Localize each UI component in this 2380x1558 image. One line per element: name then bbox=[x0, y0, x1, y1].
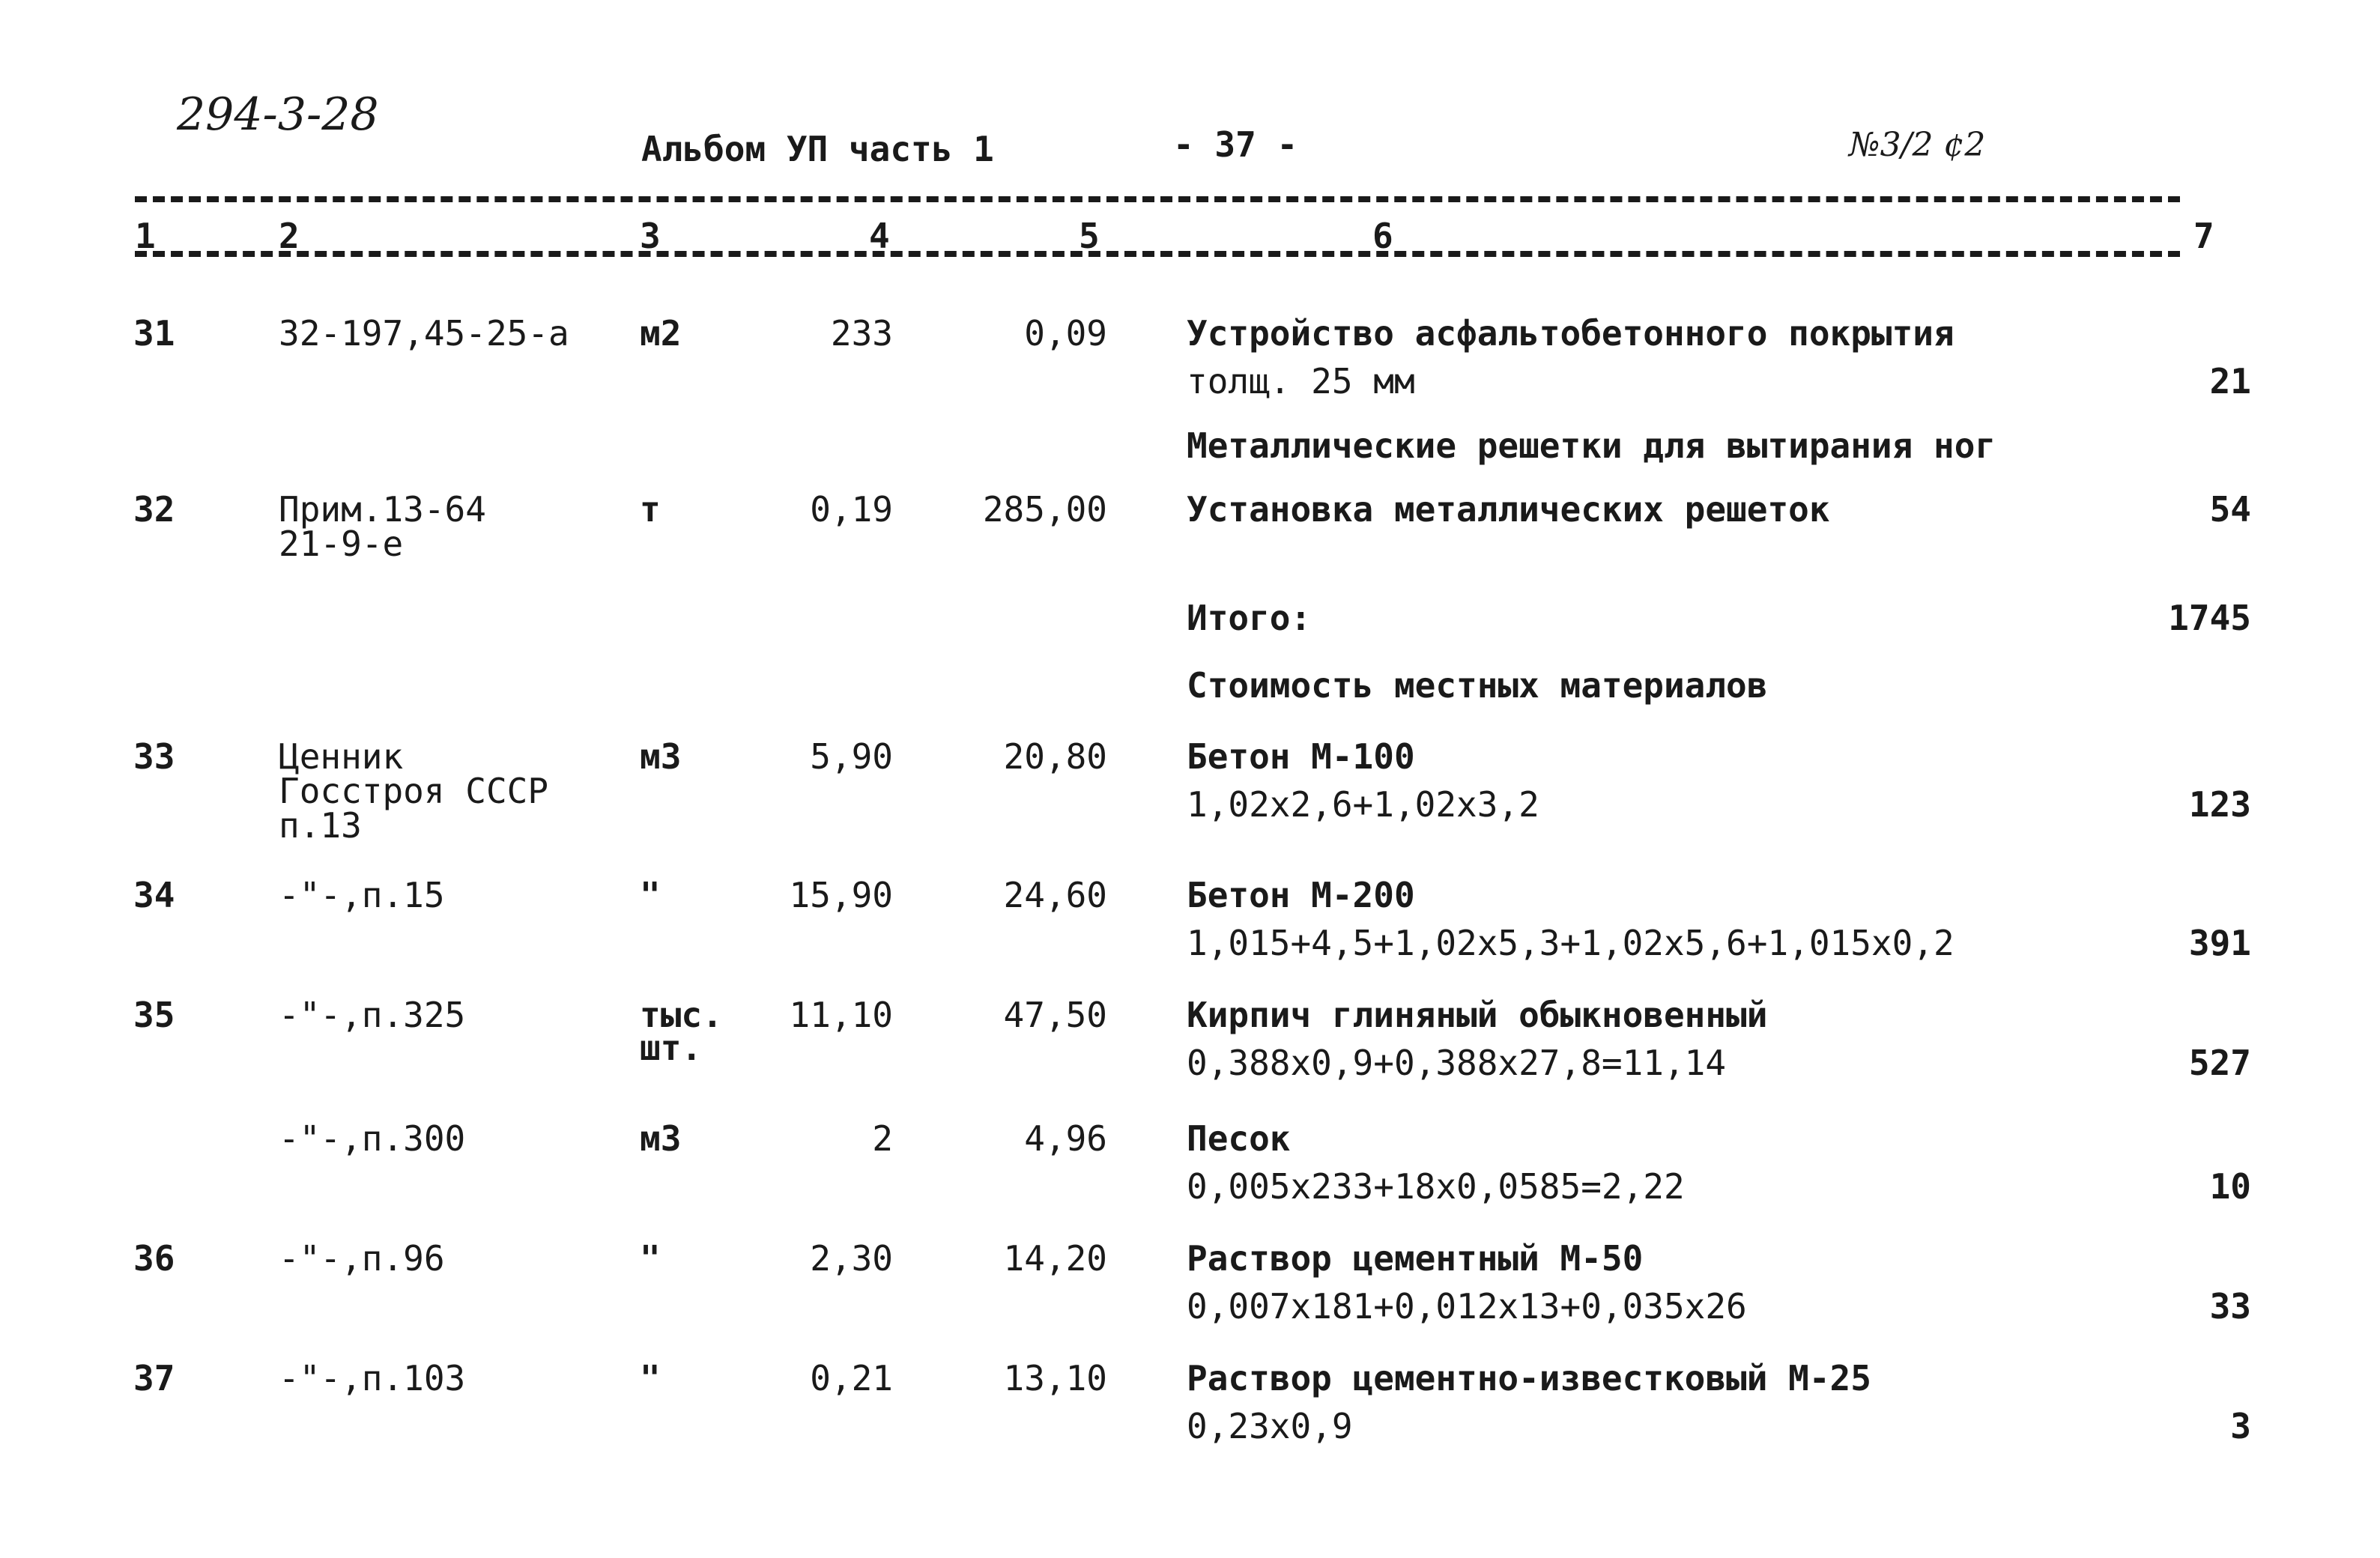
header-dashed-line-top bbox=[135, 196, 2180, 202]
calculation-formula: 0,388х0,9+0,388х27,8=11,14 bbox=[1187, 1043, 1727, 1083]
calculation-formula: толщ. 25 мм bbox=[1187, 361, 1415, 401]
quantity: 15,90 bbox=[789, 875, 893, 915]
item-description: Бетон М-200 bbox=[1187, 875, 1415, 915]
item-description: Устройство асфальтобетонного покрытия bbox=[1187, 313, 1954, 354]
item-reference: -"-,п.103 bbox=[279, 1358, 466, 1398]
unit: " bbox=[640, 1358, 661, 1398]
unit: м2 bbox=[640, 313, 682, 354]
quantity: 2 bbox=[872, 1118, 893, 1159]
unit: тыс. bbox=[640, 995, 723, 1035]
calculation-formula: 0,007х181+0,012х13+0,035х26 bbox=[1187, 1286, 1747, 1327]
item-reference: 21-9-е bbox=[279, 524, 404, 564]
column-number-5: 5 bbox=[1079, 216, 1100, 256]
column-number-1: 1 bbox=[135, 216, 156, 256]
item-reference: -"-,п.15 bbox=[279, 875, 445, 915]
unit: м3 bbox=[640, 736, 682, 777]
unit: " bbox=[640, 1238, 661, 1279]
unit-price: 24,60 bbox=[1003, 875, 1107, 915]
unit: м3 bbox=[640, 1118, 682, 1159]
item-description: Итого: bbox=[1187, 598, 1312, 638]
unit-price: 4,96 bbox=[1024, 1118, 1107, 1159]
row-number: 36 bbox=[133, 1238, 175, 1279]
item-description: Раствор цементно-известковый М-25 bbox=[1187, 1358, 1871, 1398]
unit: шт. bbox=[640, 1028, 703, 1068]
quantity: 0,21 bbox=[810, 1358, 893, 1398]
row-number: 34 bbox=[133, 875, 175, 915]
item-reference: 32-197,45-25-а bbox=[279, 313, 569, 354]
row-number: 37 bbox=[133, 1358, 175, 1398]
row-number: 35 bbox=[133, 995, 175, 1035]
item-reference: -"-,п.96 bbox=[279, 1238, 445, 1279]
header-dashed-line-bottom bbox=[135, 251, 2180, 257]
item-description: Песок bbox=[1187, 1118, 1291, 1159]
item-reference: -"-,п.300 bbox=[279, 1118, 466, 1159]
line-total: 123 bbox=[2188, 784, 2251, 825]
row-number: 33 bbox=[133, 736, 175, 777]
item-description: Раствор цементный М-50 bbox=[1187, 1238, 1644, 1279]
calculation-formula: 0,005х233+18х0,0585=2,22 bbox=[1187, 1166, 1685, 1207]
unit-price: 0,09 bbox=[1024, 313, 1107, 354]
item-description: Металлические решетки для вытирания ног bbox=[1187, 425, 1996, 466]
unit: т bbox=[640, 489, 661, 530]
unit-price: 20,80 bbox=[1003, 736, 1107, 777]
unit-price: 14,20 bbox=[1003, 1238, 1107, 1279]
column-number-2: 2 bbox=[279, 216, 300, 256]
calculation-formula: 1,02х2,6+1,02х3,2 bbox=[1187, 784, 1539, 825]
item-reference: Прим.13-64 bbox=[279, 489, 486, 530]
page-number: - 37 - bbox=[1173, 124, 1298, 165]
calculation-formula: 1,015+4,5+1,02х5,3+1,02х5,6+1,015х0,2 bbox=[1187, 923, 1954, 963]
unit-price: 285,00 bbox=[982, 489, 1107, 530]
quantity: 11,10 bbox=[789, 995, 893, 1035]
column-number-6: 6 bbox=[1372, 216, 1393, 256]
quantity: 2,30 bbox=[810, 1238, 893, 1279]
item-reference: п.13 bbox=[279, 805, 362, 846]
line-total: 527 bbox=[2188, 1043, 2251, 1083]
line-total: 54 bbox=[2209, 489, 2251, 530]
line-total: 10 bbox=[2209, 1166, 2251, 1207]
item-reference: Ценник bbox=[279, 736, 404, 777]
row-number: 31 bbox=[133, 313, 175, 354]
item-description: Бетон М-100 bbox=[1187, 736, 1415, 777]
item-description: Установка металлических решеток bbox=[1187, 489, 1830, 530]
line-total: 391 bbox=[2188, 923, 2251, 963]
sheet-reference: №3/2 ¢2 bbox=[1849, 126, 1986, 164]
unit: " bbox=[640, 875, 661, 915]
item-reference: -"-,п.325 bbox=[279, 995, 466, 1035]
quantity: 5,90 bbox=[810, 736, 893, 777]
album-title: Альбом УП часть 1 bbox=[641, 129, 994, 169]
item-description: Кирпич глиняный обыкновенный bbox=[1187, 995, 1768, 1035]
line-total: 3 bbox=[2230, 1406, 2251, 1446]
column-number-3: 3 bbox=[640, 216, 661, 256]
item-description: Стоимость местных материалов bbox=[1187, 665, 1768, 706]
line-total: 21 bbox=[2209, 361, 2251, 401]
quantity: 233 bbox=[830, 313, 893, 354]
calculation-formula: 0,23х0,9 bbox=[1187, 1406, 1353, 1446]
row-number: 32 bbox=[133, 489, 175, 530]
item-reference: Госстроя СССР bbox=[279, 771, 549, 811]
unit-price: 13,10 bbox=[1003, 1358, 1107, 1398]
document-code: 294-3-28 bbox=[177, 88, 379, 141]
quantity: 0,19 bbox=[810, 489, 893, 530]
column-number-7: 7 bbox=[2193, 216, 2214, 256]
column-number-4: 4 bbox=[869, 216, 890, 256]
line-total: 33 bbox=[2209, 1286, 2251, 1327]
line-total: 1745 bbox=[2168, 598, 2251, 638]
unit-price: 47,50 bbox=[1003, 995, 1107, 1035]
